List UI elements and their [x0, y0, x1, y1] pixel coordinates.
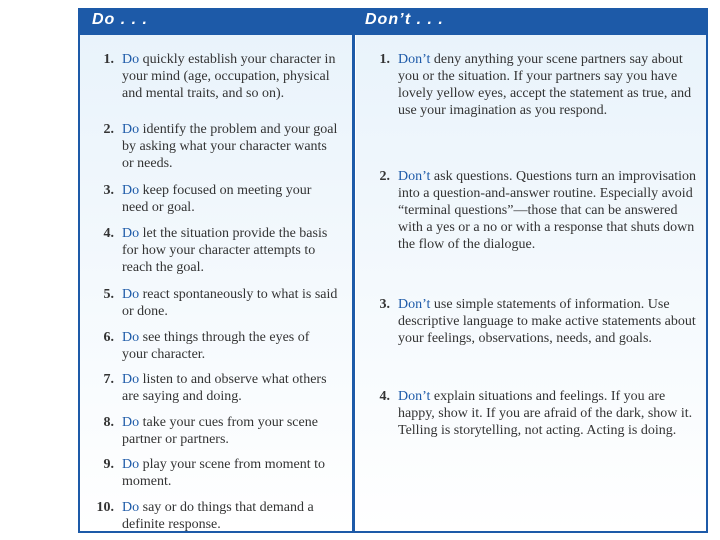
do-column-title: Do . . . — [92, 11, 148, 28]
item-text: deny anything your scene partners say about you or the situation. If your partners say you have lovely yellow eyes, accept the statement as true, and use your imagination as you respond. — [398, 52, 692, 118]
item-number: 3. — [103, 183, 114, 198]
do-item — [80, 182, 338, 216]
do-item — [80, 499, 338, 533]
item-number: 2. — [103, 122, 114, 137]
do-item — [80, 121, 338, 172]
item-number: 3. — [379, 297, 390, 312]
item-keyword: Do — [122, 226, 140, 241]
item-keyword: Do — [122, 183, 140, 198]
do-item — [80, 456, 338, 490]
item-keyword: Do — [122, 330, 140, 345]
item-text: quickly establish your character in your mind (age, occupation, physical and mental traits, and so on). — [122, 52, 336, 101]
item-text: say or do things that demand a definite response. — [122, 500, 314, 532]
item-number: 1. — [379, 52, 390, 67]
column-divider — [352, 35, 355, 531]
item-number: 5. — [103, 287, 114, 302]
item-keyword: Do — [122, 372, 140, 387]
item-number: 4. — [379, 389, 390, 404]
dont-item — [356, 296, 696, 347]
do-item — [80, 371, 338, 405]
item-text: identify the problem and your goal by asking what your character wants or needs. — [122, 122, 338, 171]
item-keyword: Do — [122, 457, 140, 472]
item-text: take your cues from your scene partner or partners. — [122, 415, 318, 447]
item-text: react spontaneously to what is said or done. — [122, 287, 338, 319]
item-text: ask questions. Questions turn an improvisation into a question-and-answer routine. Especially avoid “terminal questions”—those that can be answered with a yes or a no or with a response that shuts down the flow of the dialogue. — [398, 169, 697, 252]
item-keyword: Do — [122, 415, 140, 430]
item-keyword: Do — [122, 122, 140, 137]
item-keyword: Do — [122, 287, 140, 302]
dont-column-title: Don’t . . . — [365, 11, 444, 28]
item-number: 6. — [103, 330, 114, 345]
do-dont-table — [78, 8, 708, 533]
item-keyword: Don’t — [398, 52, 431, 67]
dont-item — [356, 388, 696, 439]
table-header — [80, 10, 706, 35]
item-number: 7. — [103, 372, 114, 387]
dont-column — [356, 35, 706, 531]
item-number: 1. — [103, 52, 114, 67]
item-text: let the situation provide the basis for how your character attempts to reach the goal. — [122, 226, 328, 275]
item-number: 4. — [103, 226, 114, 241]
item-keyword: Do — [122, 52, 140, 67]
item-number: 9. — [103, 457, 114, 472]
item-text: play your scene from moment to moment. — [122, 457, 325, 489]
item-keyword: Do — [122, 500, 140, 515]
item-text: explain situations and feelings. If you are happy, show it. If you are afraid of the dark, show it. Telling is storytelling, not acting. Acting is doing. — [398, 389, 693, 438]
item-text: keep focused on meeting your need or goal. — [122, 183, 312, 215]
do-column — [80, 35, 352, 531]
item-number: 8. — [103, 415, 114, 430]
item-number: 10. — [96, 500, 114, 515]
item-keyword: Don’t — [398, 169, 431, 184]
item-keyword: Don’t — [398, 389, 431, 404]
item-number: 2. — [379, 169, 390, 184]
do-item — [80, 329, 338, 363]
do-item — [80, 414, 338, 448]
item-keyword: Don’t — [398, 297, 431, 312]
dont-item — [356, 51, 696, 119]
item-text: listen to and observe what others are saying and doing. — [122, 372, 327, 404]
item-text: use simple statements of information. Use descriptive language to make active statements about your feelings, observations, needs, and goals. — [398, 297, 696, 346]
item-text: see things through the eyes of your character. — [122, 330, 310, 362]
do-item — [80, 225, 338, 276]
dont-item — [356, 168, 696, 253]
do-item — [80, 51, 338, 102]
do-item — [80, 286, 338, 320]
